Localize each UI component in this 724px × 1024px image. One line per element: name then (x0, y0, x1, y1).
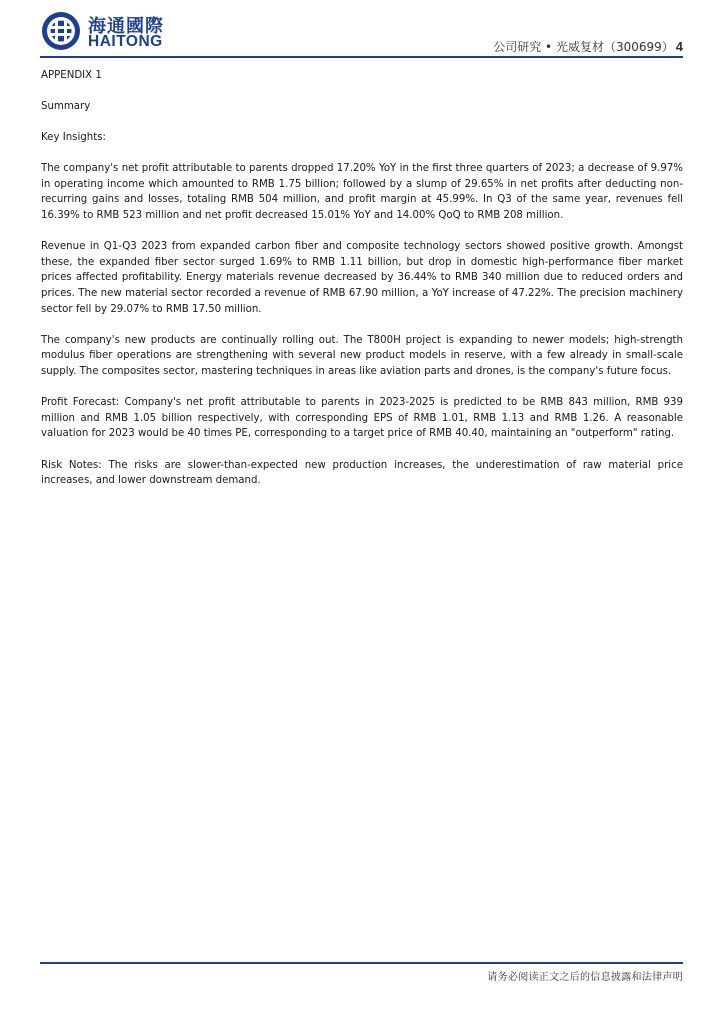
paragraph-profit-forecast: Profit Forecast: Company's net profit attributable to parents in 2023-2025 is predicted to be RMB 843 million, RMB 939 million and RMB 1.05 billion respectively, with corresponding EPS of RMB 1.01, RMB 1.13 and RMB 1.26. A reasonable valuation for 2023 would be 40 times PE, corresponding to a target price of RMB 40.40, maintaining an "outperform" rating. (41, 397, 683, 440)
haitong-emblem-icon (40, 10, 82, 52)
logo-chinese-name: 海通國際 (88, 16, 164, 37)
page-number: 4 (675, 39, 683, 54)
summary-heading: Summary (41, 101, 91, 113)
running-header (493, 38, 683, 55)
paragraph-revenue-sectors: Revenue in Q1-Q3 2023 from expanded carbon fiber and composite technology sectors showed positive growth. Amongst these, the expanded fiber sector surged 1.69% to RMB 1.11 billion, but drop in domestic high-performance fiber market prices affected profitability. Energy materials revenue decreased by 36.44% to RMB 340 million due to reduced orders and prices. The new material sector recorded a revenue of RMB 67.90 million, a YoY increase of 47.22%. The precision machinery sector fell by 29.07% to RMB 17.50 million. (41, 241, 683, 315)
appendix-heading: APPENDIX 1 (41, 70, 102, 81)
logo-english-name: HAITONG (88, 33, 163, 50)
header-divider (40, 56, 683, 58)
report-body (41, 68, 683, 504)
footer-divider (40, 962, 683, 964)
report-label: 公司研究 • 光威复材（300699） (493, 40, 674, 54)
footer-disclaimer: 请务必阅读正文之后的信息披露和法律声明 (487, 972, 683, 983)
paragraph-new-products: The company's new products are continually rolling out. The T800H project is expanding to newer models; high-strength modulus fiber operations are strengthening with several new product models in reserve, with a few already in small-scale supply. The composites sector, mastering techniques in areas like aviation parts and drones, is the company's future focus. (41, 334, 683, 377)
paragraph-risk-notes: Risk Notes: The risks are slower-than-expected new production increases, the underestimation of raw material price increases, and lower downstream demand. (41, 459, 683, 487)
haitong-logo (40, 10, 170, 52)
key-insights-heading: Key Insights: (41, 132, 106, 144)
paragraph-net-profit: The company's net profit attributable to parents dropped 17.20% YoY in the first three quarters of 2023; a decrease of 9.97% in operating income which amounted to RMB 1.75 billion; followed by a slump of 29.65% in net profits after deducting non-recurring gains and losses, totaling RMB 504 million, and profit margin at 45.99%. In Q3 of the same year, revenues fell 16.39% to RMB 523 million and net profit decreased 15.01% YoY and 14.00% QoQ to RMB 208 million. (41, 163, 683, 222)
